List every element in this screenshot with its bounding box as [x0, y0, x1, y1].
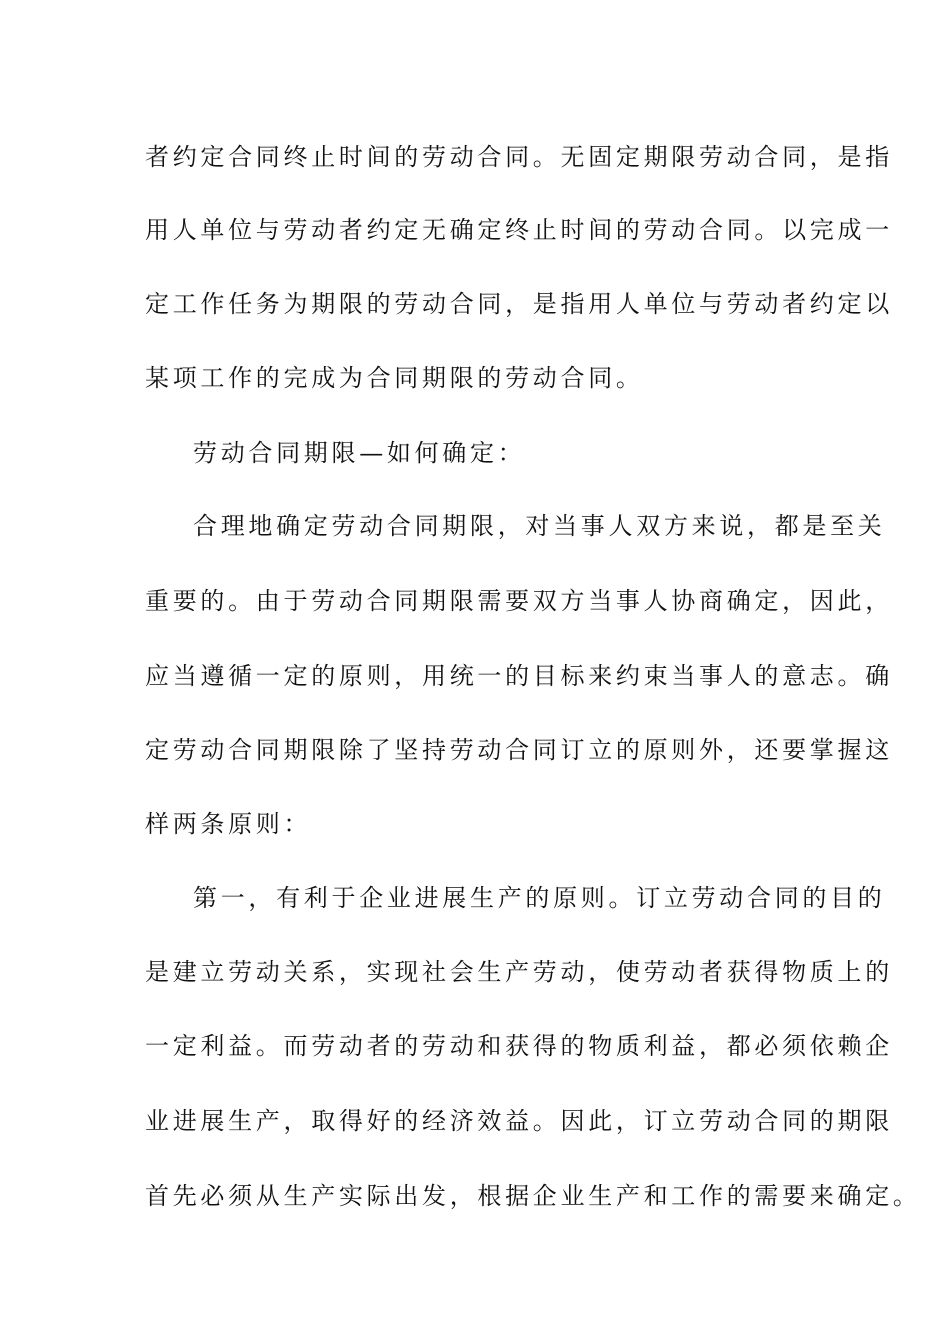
paragraph-line: 某项工作的完成为合同期限的劳动合同。	[145, 364, 644, 392]
paragraph-line: 定工作任务为期限的劳动合同，是指用人单位与劳动者约定以	[145, 290, 893, 318]
paragraph-line: 样两条原则：	[145, 810, 312, 838]
section-heading: 劳动合同期限—如何确定：	[193, 439, 526, 467]
paragraph-line: 第一，有利于企业进展生产的原则。订立劳动合同的目的	[193, 884, 886, 912]
paragraph-line: 是建立劳动关系，实现社会生产劳动，使劳动者获得物质上的	[145, 958, 893, 986]
paragraph-line: 一定利益。而劳动者的劳动和获得的物质利益，都必须依赖企	[145, 1032, 893, 1060]
paragraph-line: 合理地确定劳动合同期限，对当事人双方来说，都是至关	[193, 512, 886, 540]
paragraph-line: 业进展生产，取得好的经济效益。因此，订立劳动合同的期限	[145, 1107, 893, 1135]
paragraph-line: 者约定合同终止时间的劳动合同。无固定期限劳动合同，是指	[145, 143, 893, 171]
paragraph-line: 用人单位与劳动者约定无确定终止时间的劳动合同。以完成一	[145, 216, 893, 244]
paragraph-line: 定劳动合同期限除了坚持劳动合同订立的原则外，还要掌握这	[145, 736, 893, 764]
paragraph-line: 应当遵循一定的原则，用统一的目标来约束当事人的意志。确	[145, 662, 893, 690]
paragraph-line: 重要的。由于劳动合同期限需要双方当事人协商确定，因此，	[145, 587, 893, 615]
paragraph-line: 首先必须从生产实际出发，根据企业生产和工作的需要来确定。	[145, 1182, 921, 1210]
